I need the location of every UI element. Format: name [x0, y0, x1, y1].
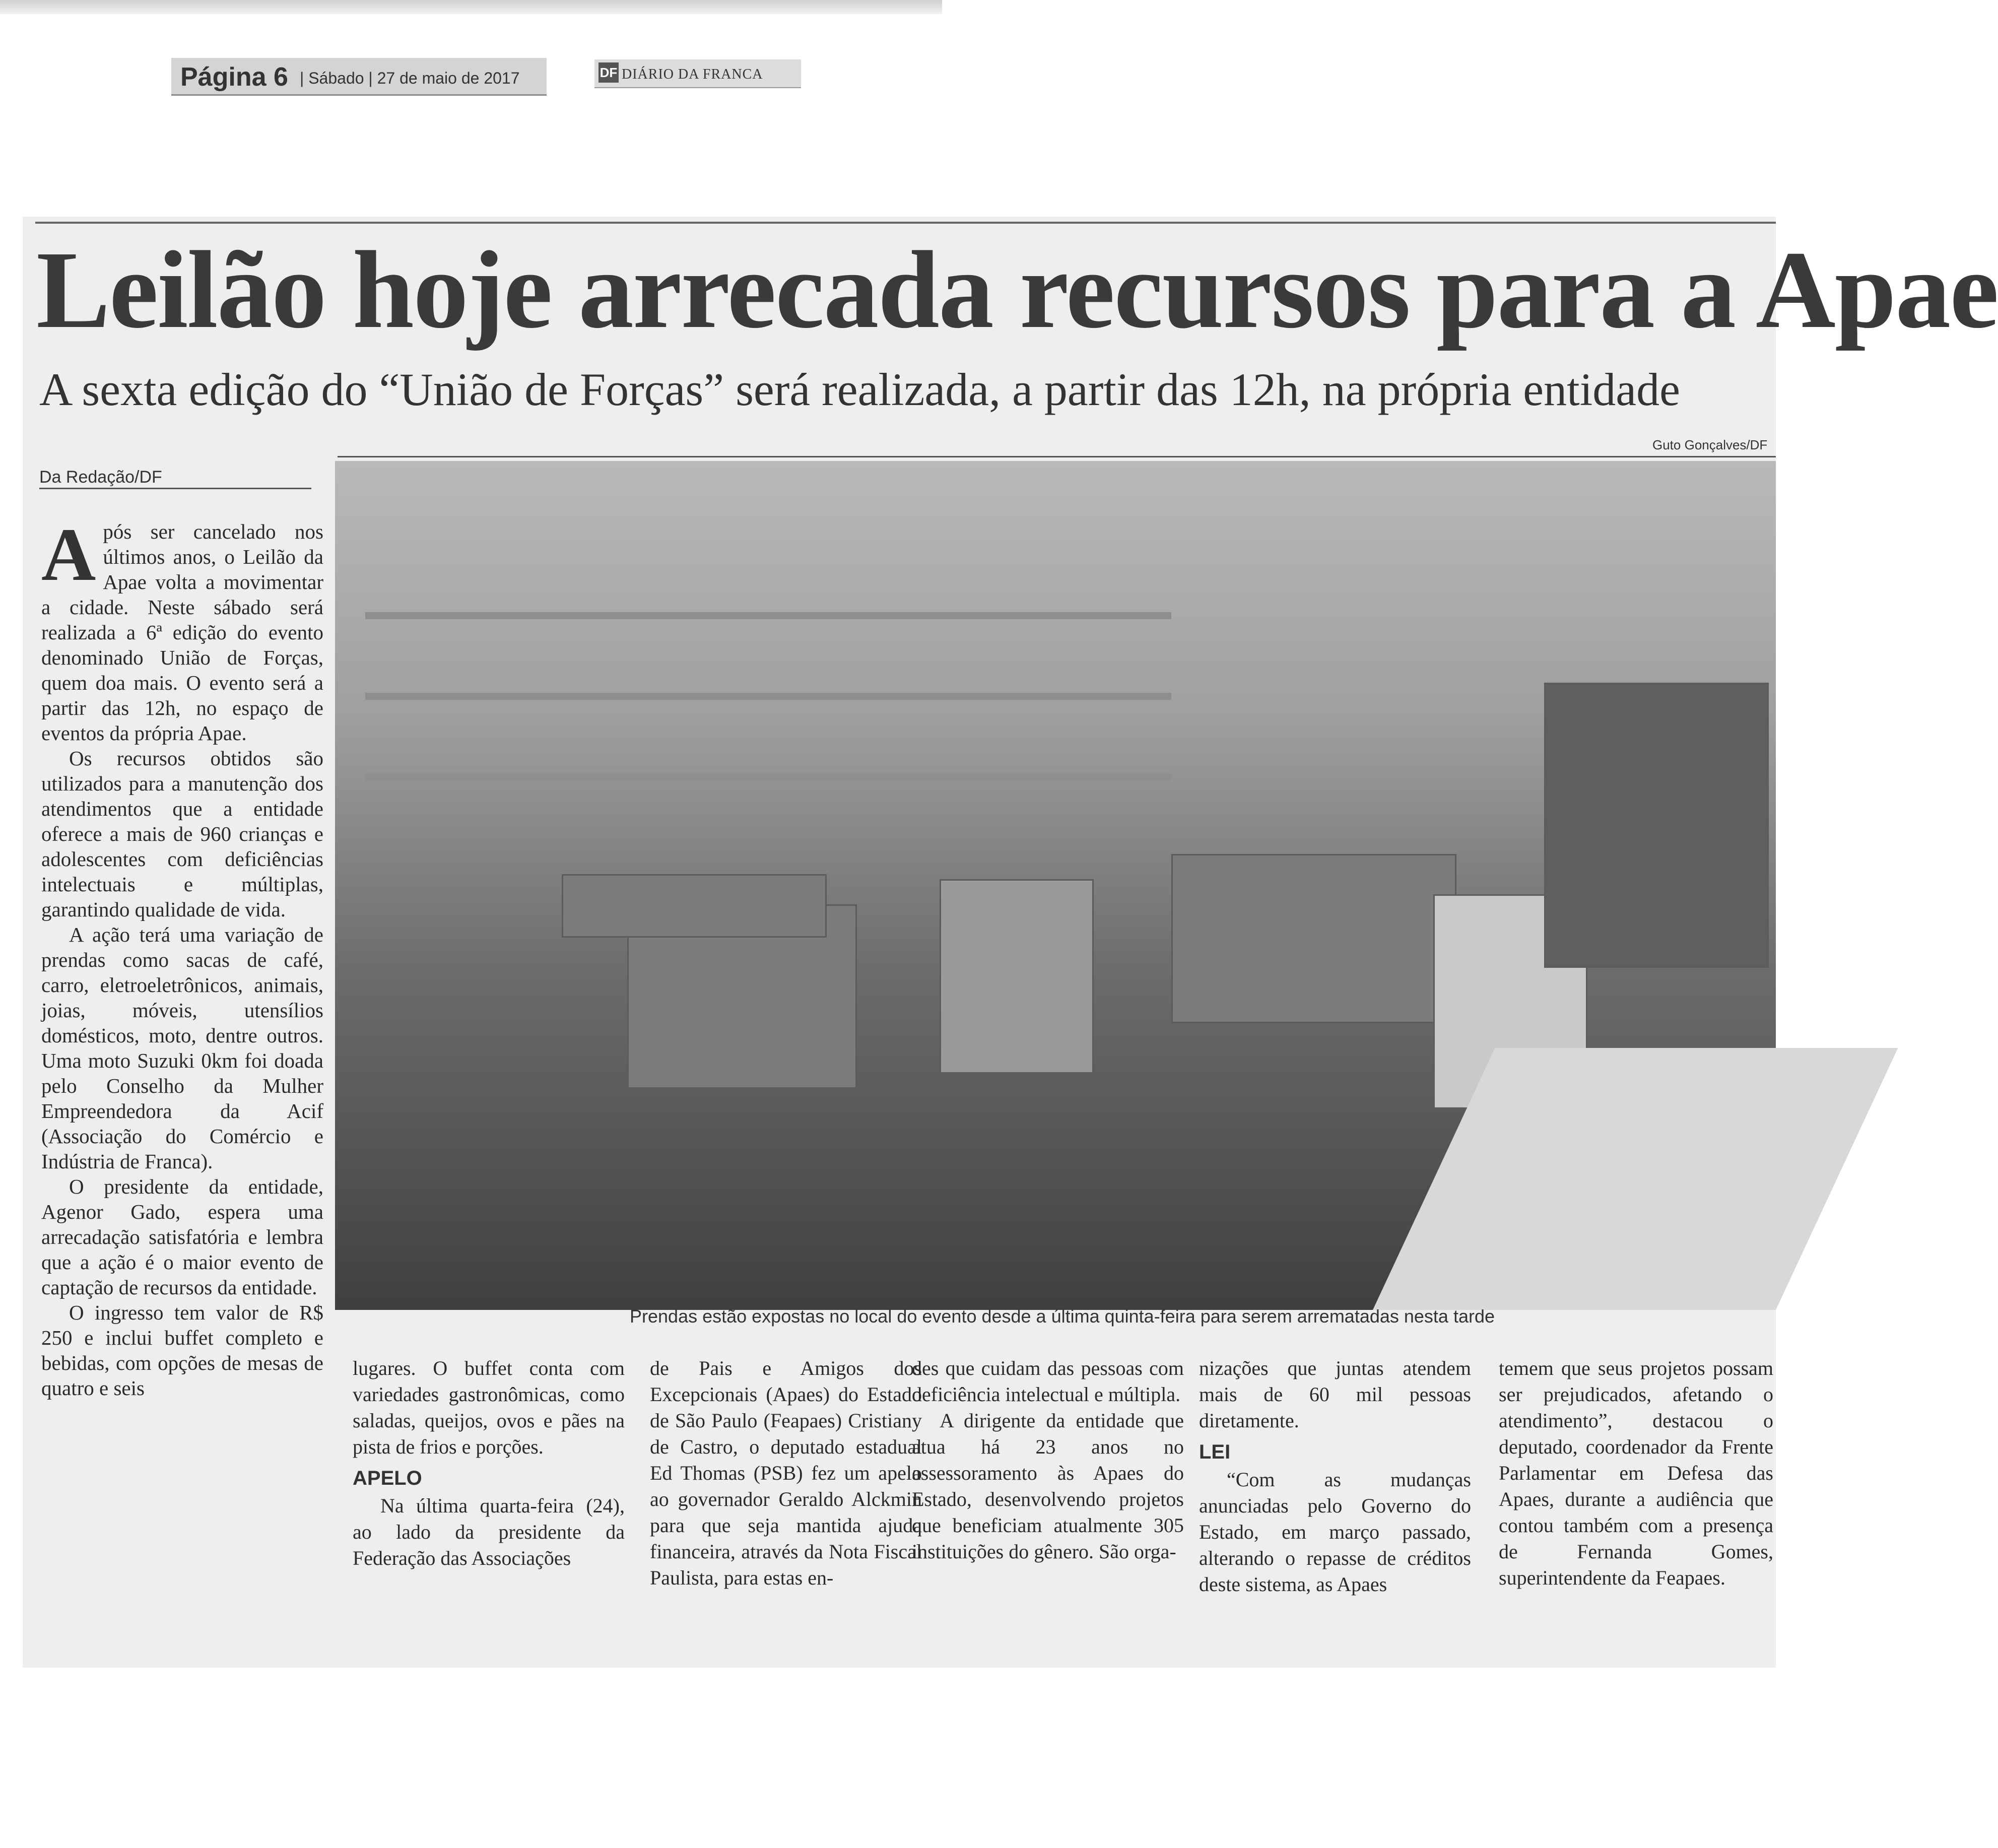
headline: Leilão hoje arrecada recursos para a Apae: [36, 228, 1998, 351]
issue-date: | Sábado | 27 de maio de 2017: [300, 69, 520, 87]
photo-shelf: [365, 693, 1171, 700]
article-column-3: [650, 1355, 922, 1591]
page-number: Página 6: [180, 62, 288, 92]
article-column-4: [912, 1355, 1184, 1565]
paragraph: O presidente da entidade, Agenor Gado, espera uma arrecadação satisfatória e lembra que a ação é o maior evento de captação de recursos da entidade.: [41, 1175, 323, 1299]
scan-edge: [0, 0, 942, 14]
paragraph: A dirigente da entidade que atua há 23 anos no assessoramento às Apaes do Estado, desenvolvendo projetos que beneficiam atualmente 305 instituições do gênero. São orga-: [912, 1409, 1184, 1563]
paragraph: Os recursos obtidos são utilizados para a manutenção dos atendimentos que a entidade oferece a mais de 960 crianças e adolescentes com deficiências intelectuais e múltiplas, garantindo qualidade de vida.: [41, 747, 323, 921]
article-photo: [335, 461, 1776, 1310]
photo-caption: Prendas estão expostas no local do evento desde a última quinta-feira para serem arrematadas nesta tarde: [630, 1306, 1495, 1327]
paragraph: “Com as mudanças anunciadas pelo Governo do Estado, em março passado, alterando o repasse de créditos deste sistema, as Apaes: [1199, 1468, 1471, 1596]
newspaper-logo-icon: DF: [598, 62, 619, 83]
paragraph: temem que seus projetos possam ser prejudicados, afetando o atendimento”, destacou o deputado, coordenador da Frente Parlamentar em Defesa das Apaes, durante a audiência que contou também com a presença de Fernanda Gomes, superintendente da Feapaes.: [1499, 1357, 1773, 1589]
article-column-2: [353, 1355, 625, 1571]
paragraph: O ingresso tem valor de R$ 250 e inclui buffet completo e bebidas, com opções de mesas de quatro e seis: [41, 1301, 323, 1400]
paragraph: Na última quarta-feira (24), ao lado da presidente da Federação das Associações: [353, 1494, 625, 1569]
byline-rule: [39, 488, 311, 489]
article-column-6: [1499, 1355, 1773, 1591]
paragraph: des que cuidam das pessoas com deficiência intelectual e múltipla.: [912, 1357, 1184, 1406]
photo-bench: [1171, 854, 1456, 1023]
paragraph: pós ser cancelado nos últimos anos, o Leilão da Apae volta a movimentar a cidade. Neste sábado será realizada a 6ª edição do evento denominado União de Forças, quem doa mais. O evento será a partir das 12h, no espaço de eventos da própria Apae.: [41, 520, 323, 745]
paragraph: nizações que juntas atendem mais de 60 mil pessoas diretamente.: [1199, 1357, 1471, 1432]
subheadline-rule: [338, 456, 1776, 457]
section-heading: LEI: [1199, 1441, 1231, 1463]
newspaper-masthead: [594, 59, 801, 88]
photo-shelf: [365, 612, 1171, 619]
photo-tv-box: [562, 874, 827, 938]
paragraph: de Pais e Amigos dos Excepcionais (Apaes) do Estado de São Paulo (Feapaes) Cristiany de Castro, o deputado estadual Ed Thomas (PSB) fez um apelo ao governador Geraldo Alckmin para que seja mantida ajuda financeira, através da Nota Fiscal Paulista, para estas en-: [650, 1357, 922, 1589]
article-column-5: [1199, 1355, 1471, 1598]
photo-wrapped-item: [940, 879, 1094, 1074]
byline: Da Redação/DF: [39, 468, 162, 487]
photo-credit: Guto Gonçalves/DF: [1652, 437, 1768, 452]
paragraph: lugares. O buffet conta com variedades gastronômicas, como saladas, queijos, ovos e pães na pista de frios e porções.: [353, 1357, 625, 1458]
drop-cap: A: [41, 513, 96, 597]
article-column-1: [41, 513, 323, 1401]
photo-appliance-box: [1544, 683, 1769, 968]
headline-rule: [35, 222, 1776, 224]
newspaper-name: DIÁRIO DA FRANCA: [622, 67, 763, 82]
subheadline: A sexta edição do “União de Forças” será realizada, a partir das 12h, na própria entidade: [39, 364, 1680, 415]
page-header: [171, 58, 547, 96]
photo-shelf: [365, 773, 1171, 780]
paragraph: A ação terá uma variação de prendas como sacas de café, carro, eletroeletrônicos, animais, joias, móveis, utensílios domésticos, moto, dentre outros. Uma moto Suzuki 0km foi doada pelo Conselho da Mulher Empreendedora da Acif (Associação do Comércio e Indústria de Franca).: [41, 923, 323, 1173]
section-heading: APELO: [353, 1467, 422, 1489]
